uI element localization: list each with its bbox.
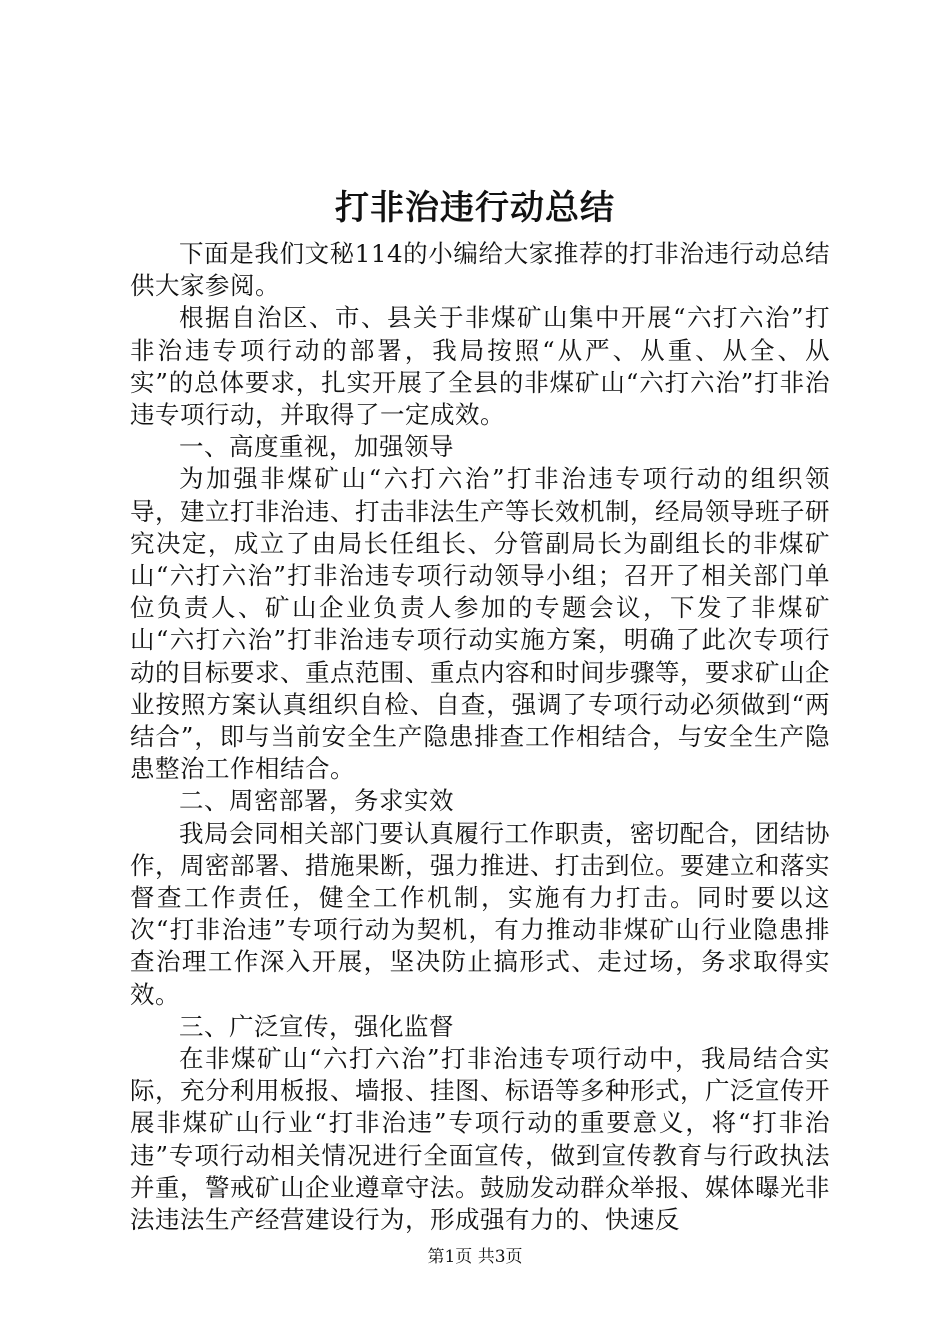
section-heading-3: 三、广泛宣传，强化监督 (179, 1011, 454, 1041)
section-paragraph-3: 在非煤矿山“六打六治”打非治违专项行动中，我局结合实际，充分利用板报、墙报、挂图、标语等多种形式，广泛宣传开展非煤矿山行业“打非治违”专项行动的重要意义，将“打非治违”专项行动相关情况进行全面宣传，做到宣传教育与行政执法并重，警戒矿山企业遵章守法。鼓励发动群众举报、媒体曝光非法违法生产经营建设行为，形成强有力的、快速反 (130, 1044, 830, 1235)
intro-paragraph: 下面是我们文秘114的小编给大家推荐的打非治违行动总结供大家参阅。 (130, 239, 830, 301)
document-title: 打非治违行动总结 (335, 188, 615, 228)
page-number-footer: 第1页 共3页 (427, 1247, 523, 1267)
section-paragraph-2: 我局会同相关部门要认真履行工作职责，密切配合，团结协作，周密部署、措施果断，强力推进、打击到位。要建立和落实督查工作责任，健全工作机制，实施有力打击。同时要以这次“打非治违”专项行动为契机，有力推动非煤矿山行业隐患排查治理工作深入开展，坚决防止搞形式、走过场，务求取得实效。 (130, 818, 830, 1009)
background-paragraph: 根据自治区、市、县关于非煤矿山集中开展“六打六治”打非治违专项行动的部署，我局按照“从严、从重、从全、从实”的总体要求，扎实开展了全县的非煤矿山“六打六治”打非治违专项行动，并取得了一定成效。 (130, 303, 830, 430)
section-heading-2: 二、周密部署，务求实效 (179, 786, 454, 816)
section-heading-1: 一、高度重视，加强领导 (179, 432, 454, 462)
section-paragraph-1: 为加强非煤矿山“六打六治”打非治违专项行动的组织领导，建立打非治违、打击非法生产等长效机制，经局领导班子研究决定，成立了由局长任组长、分管副局长为副组长的非煤矿山“六打六治”打非治违专项行动领导小组；召开了相关部门单位负责人、矿山企业负责人参加的专题会议，下发了非煤矿山“六打六治”打非治违专项行动实施方案，明确了此次专项行动的目标要求、重点范围、重点内容和时间步骤等，要求矿山企业按照方案认真组织自检、自查，强调了专项行动必须做到“两结合”，即与当前安全生产隐患排查工作相结合，与安全生产隐患整治工作相结合。 (130, 464, 830, 784)
document-body (130, 238, 830, 1236)
